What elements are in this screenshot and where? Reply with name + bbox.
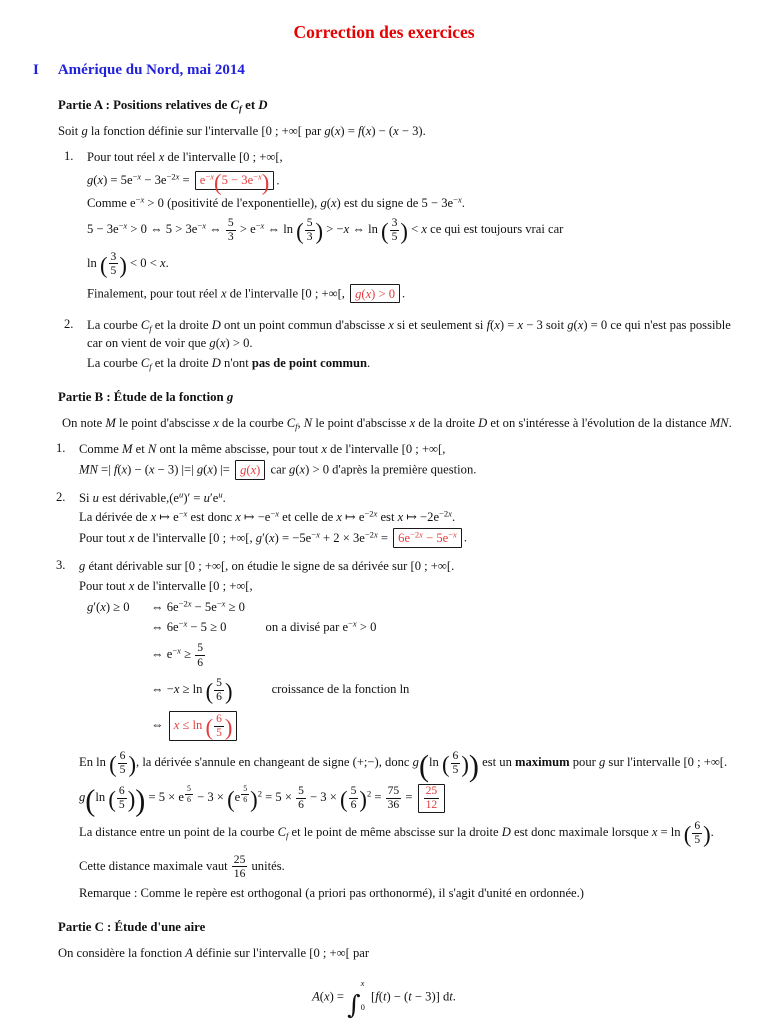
derivation-lhs	[87, 618, 151, 637]
text-line: En ln ( $\frac{6}{5}$ ), la dérivée s'annule en changeant de signe (+;−), donc g(ln ( $\frac{6}{5}$ )) est un maximum pour g sur l'intervalle [0 ; +∞[.	[79, 748, 728, 783]
item-content	[79, 439, 742, 480]
text-line: La courbe $C_f$ et la droite D ont un point commun d'abscisse x si et seulement si f(x) = x − 3 soit g(x) = 0 ce qui n'est pas possible car on vient de voir que g(x) > 0.	[87, 317, 731, 351]
boxed-answer	[393, 528, 462, 547]
derivation-step	[151, 708, 742, 744]
formula-text: g(ln ( $\frac{6}{5}$ )) = 5 × e $^{\frac{5}{6}}$ − 3 × (e $^{\frac{5}{6}}$ )$^2$ = 5 × $\frac{5}{6}$ − 3 × ( $\frac{5}{6}$ )$^2$ = $\frac{75}{36}$ =	[79, 783, 416, 818]
text-line: La distance entre un point de la courbe $C_f$ et le point de même abscisse sur la droite D est donc maximale lorsque x = ln ( $\frac{6}{5}$ ).	[79, 819, 714, 848]
boxed-answer	[195, 170, 275, 196]
boxed-answer	[350, 284, 400, 303]
item-content	[79, 488, 742, 549]
boxed-answer-formula: g(x) > 0	[355, 286, 396, 301]
boxed-answer-formula: g(x)	[240, 462, 261, 477]
formula-line: $5 - 3e^{-x} > 0$ ⇔ $5 > 3e^{-x}$ ⇔ $\frac{5}{3}$ > $e^{-x}$ ⇔ ln ( $\frac{5}{3}$ ) > −x ⇔ ln ( $\frac{3}{5}$ ) < x ce qui est toujours vrai car	[87, 216, 564, 245]
part-c-heading: Partie C : Étude d'une aire	[58, 920, 206, 935]
text-line: Pour tout x de l'intervalle [0 ; +∞[,	[79, 578, 253, 593]
step-note: croissance de la fonction ln	[271, 681, 410, 696]
formula-line: ln ( $\frac{3}{5}$ ) < 0 < x.	[87, 249, 169, 278]
part-c-intro: On considère la fonction A définie sur l'intervalle [0 ; +∞[ par	[58, 946, 370, 961]
list-item	[56, 556, 742, 904]
remark-line: Remarque : Comme le repère est orthogonal (a priori pas orthonormé), il s'agit d'unité en ordonnée.)	[79, 886, 584, 901]
boxed-answer-formula: $6e^{-2x} - 5e^{-x}$	[398, 529, 457, 545]
boxed-answer	[235, 460, 265, 479]
item-content	[87, 147, 738, 308]
part-a-intro: Soit g la fonction définie sur l'intervalle [0 ; +∞[ par g(x) = f(x) − (x − 3).	[58, 123, 426, 138]
text-line: Comme M et N ont la même abscisse, pour tout x de l'intervalle [0 ; +∞[,	[79, 442, 446, 457]
item-number: 2.	[56, 489, 66, 504]
formula-line	[79, 528, 742, 547]
list-item	[56, 439, 742, 480]
list-item	[64, 315, 738, 375]
conclusion-line	[87, 281, 738, 306]
text-line: Pour tout réel x de l'intervalle [0 ; +∞[,	[87, 149, 283, 164]
formula-line	[87, 168, 738, 196]
formula-text: ⇔ $6e^{-x} - 5 \ge 0$	[151, 618, 227, 635]
item-content	[79, 556, 742, 904]
item-content	[87, 315, 738, 375]
text-line: Comme $e^{-x} > 0$ (positivité de l'exponentielle), g(x) est du signe de $5 - 3e^{-x}$.	[87, 194, 465, 211]
formula-text: ⇔	[151, 718, 167, 733]
section-heading	[33, 59, 768, 82]
formula-text: car g(x) > 0 d'après la première question.	[267, 462, 477, 477]
boxed-answer	[169, 711, 238, 741]
part-a-list	[64, 147, 738, 374]
derivation-lhs	[87, 639, 151, 672]
part-b-heading: Partie B : Étude de la fonction g	[58, 390, 234, 405]
derivation-lhs: g′(x) ≥ 0	[87, 599, 130, 614]
text-line: Si u est $dérivable,(e^u)' = u'e^u$.	[79, 489, 226, 505]
part-b-intro: On note M le point d'abscisse x de la courbe $C_f$, N le point d'abscisse x de la droite D et on s'intéresse à l'évolution de la distance MN.	[62, 416, 732, 432]
text-line: La courbe $C_f$ et la droite D n'ont pas de point commun.	[87, 356, 371, 372]
boxed-answer	[418, 784, 446, 814]
formula-text: ⇔ −x ≥ ln ( $\frac{5}{6}$ )	[151, 675, 233, 705]
boxed-answer-formula: x ≤ ln ( $\frac{6}{5}$ )	[173, 711, 233, 741]
formula-text: $g(x) = 5e^{-x} - 3e^{-2x}$ =	[87, 171, 193, 188]
item-number: 1.	[56, 441, 66, 456]
section-title: Amérique du Nord, mai 2014	[57, 62, 245, 79]
derivation-step: ⇔ $e^{-x}$ ≥ $\frac{5}{6}$	[151, 641, 203, 669]
list-item	[56, 488, 742, 549]
formula-text: Finalement, pour tout réel x de l'intervalle [0 ; +∞[,	[87, 286, 349, 301]
item-number: 2.	[64, 316, 74, 331]
formula-text: .	[276, 173, 280, 188]
part-a-heading: Partie A : Positions relatives de $C_f$ et D	[58, 97, 268, 114]
derivation-lhs	[87, 674, 151, 707]
integral-formula: A(x) = ∫ x 0 [f(t) − (t − 3)] dt.	[312, 978, 456, 1021]
text-line: La dérivée de x ↦ $e^{-x}$ est donc x ↦ $-e^{-x}$ et celle de x ↦ $e^{-2x}$ est x ↦ $-2e^{-2x}$.	[79, 508, 456, 525]
page-title: Correction des exercices	[293, 22, 475, 42]
item-number: 3.	[56, 557, 66, 572]
boxed-answer-formula: $\frac{25}{12}$	[425, 784, 438, 812]
derivation-block	[87, 598, 742, 744]
list-item	[64, 147, 738, 308]
formula-text: MN =| f(x) − (x − 3) |=| g(x) |=	[79, 462, 234, 477]
formula-line	[79, 460, 742, 479]
section-number: I	[33, 62, 39, 79]
formula-text: .	[463, 530, 467, 545]
formula-line	[79, 781, 742, 817]
boxed-answer-formula: $e^{-x}(5 - 3e^{-x})$	[199, 170, 270, 196]
derivation-step: ⇔ $6e^{-2x} - 5e^{-x} \ge 0$	[151, 598, 245, 614]
formula-text: Pour tout x de l'intervalle [0 ; +∞[, $g'(x) = -5e^{-x} + 2 \times 3e^{-2x}$ =	[79, 529, 392, 545]
item-number: 1.	[64, 148, 74, 163]
derivation-step	[151, 618, 742, 637]
derivation-lhs	[87, 708, 151, 744]
formula-text: .	[402, 286, 406, 301]
derivation-step	[151, 674, 742, 707]
step-note: on a divisé par $e^{-x} > 0$	[265, 618, 377, 635]
text-line: Cette distance maximale vaut $\frac{25}{16}$ unités.	[79, 852, 285, 880]
part-b-list	[56, 439, 742, 904]
text-line: g étant dérivable sur [0 ; +∞[, on étudie le signe de sa dérivée sur [0 ; +∞[.	[79, 558, 455, 573]
